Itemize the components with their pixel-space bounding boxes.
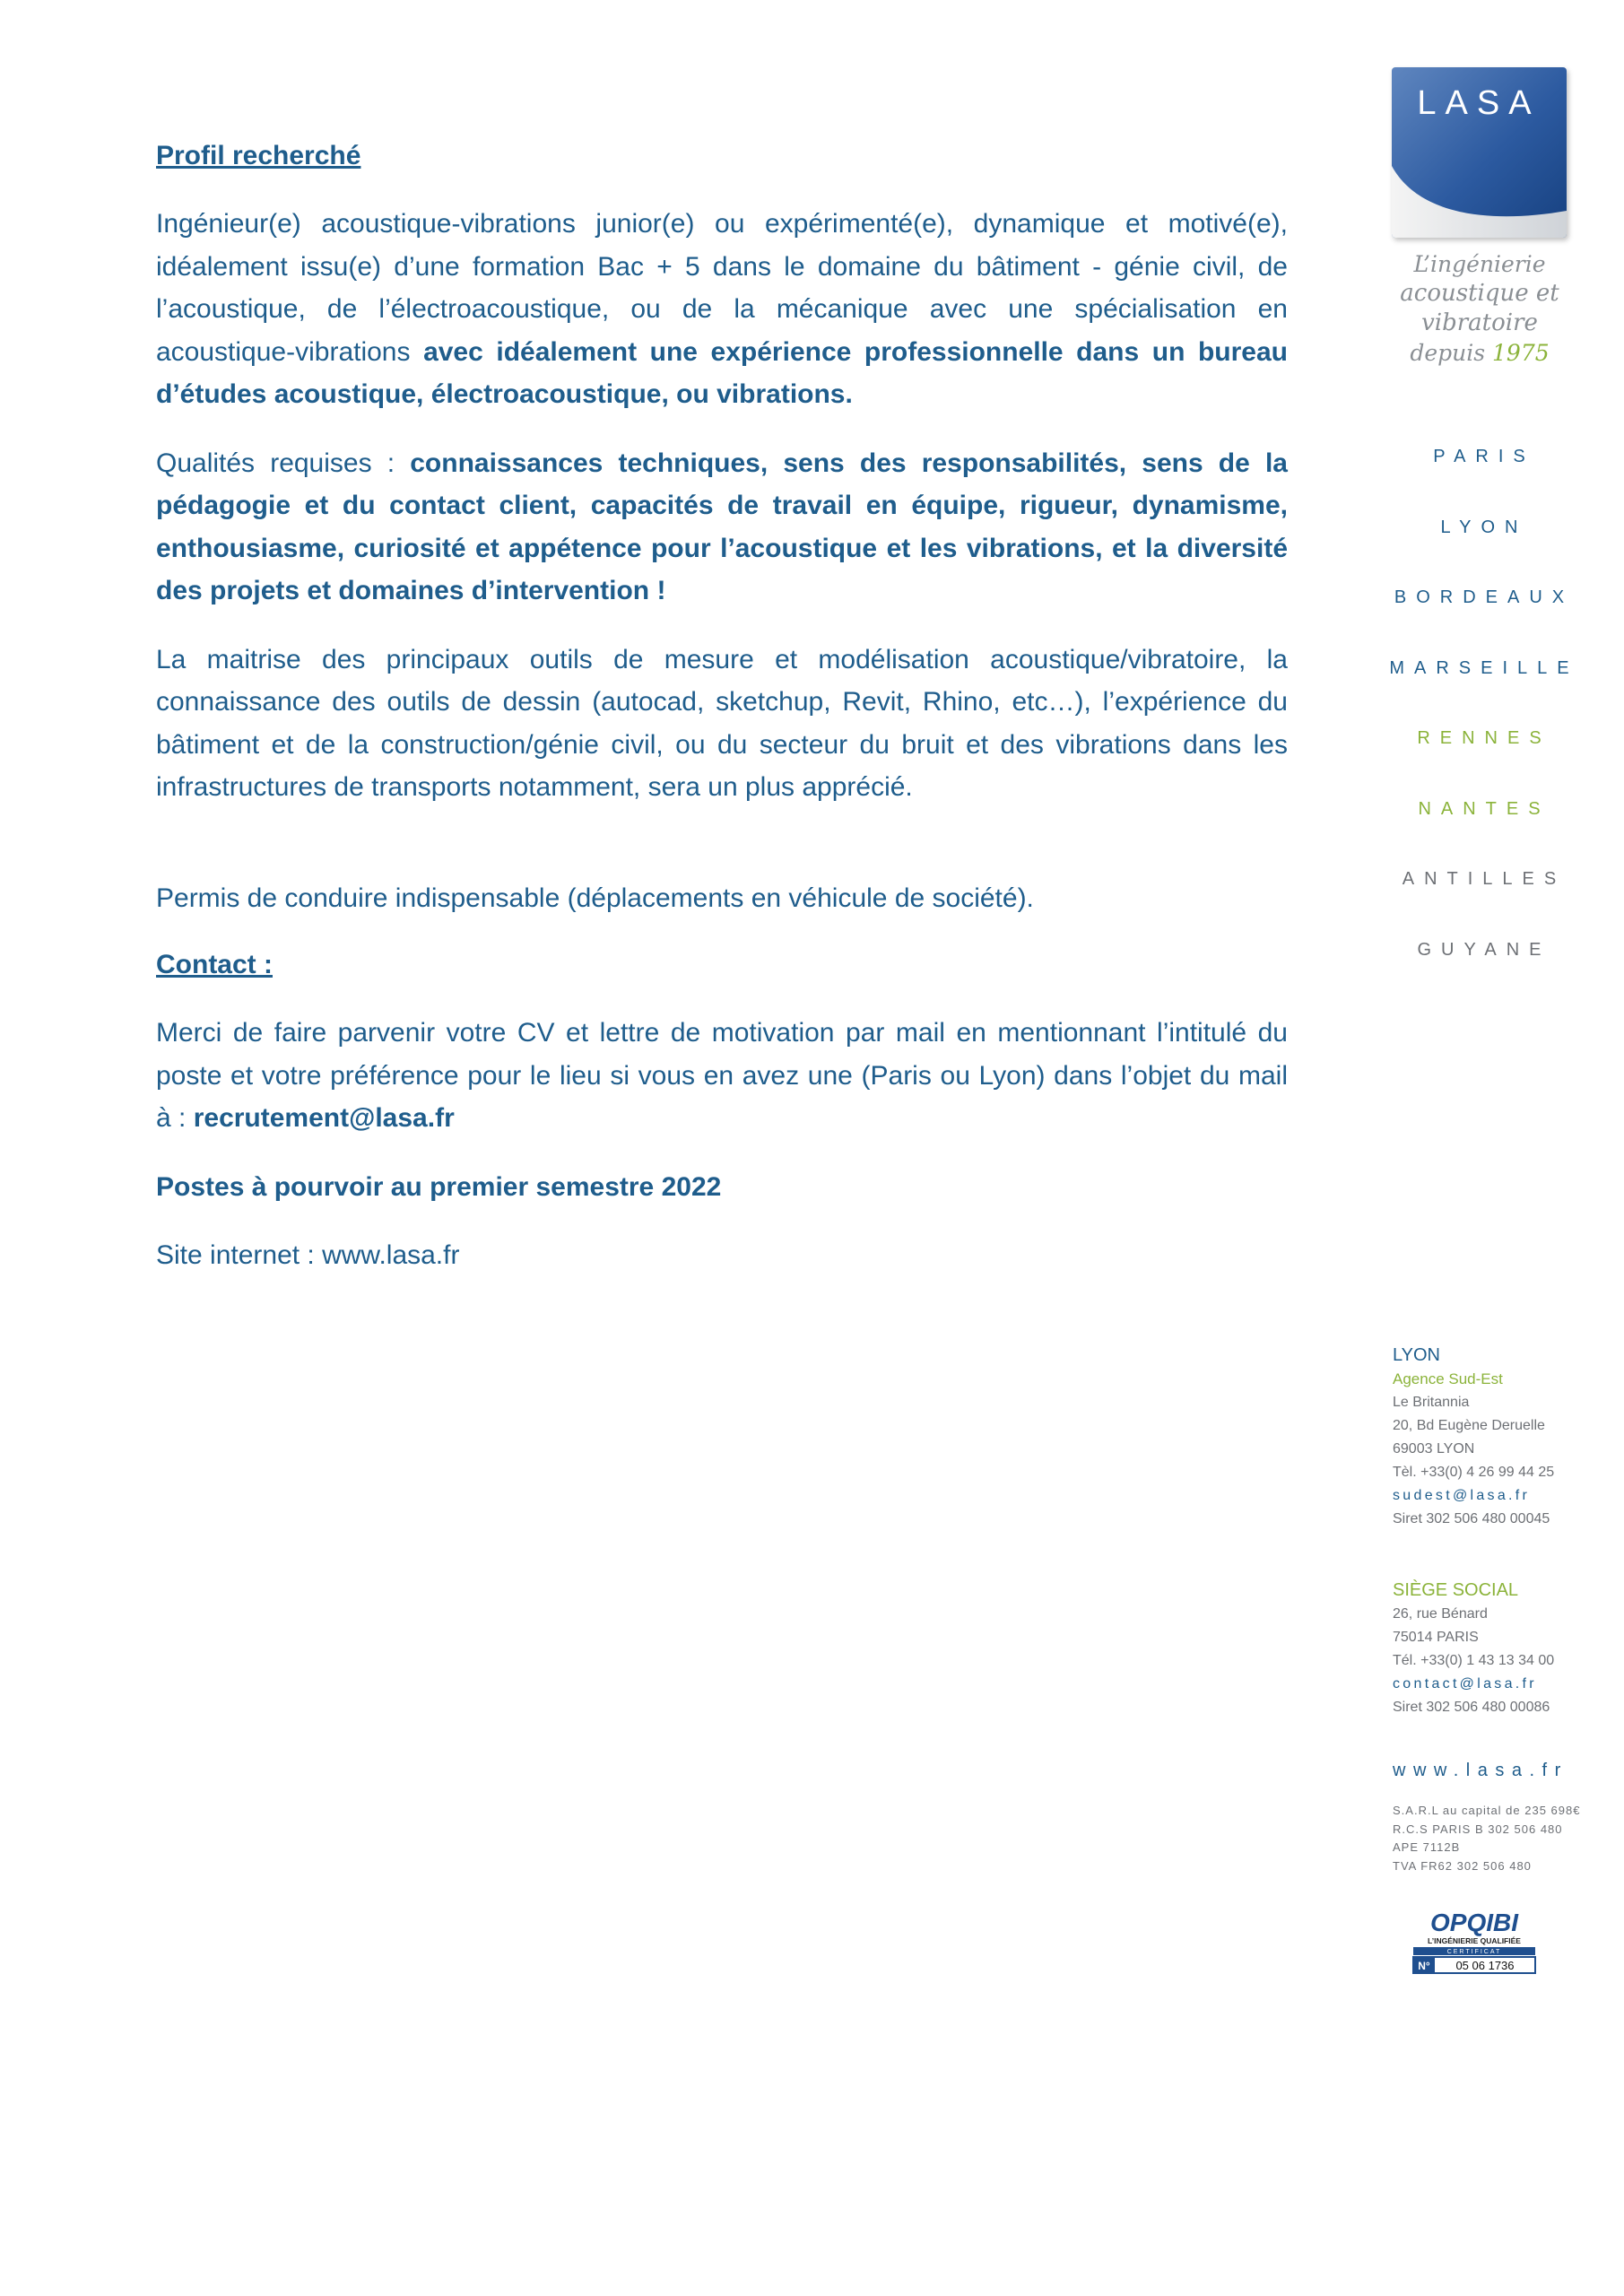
lyon-title: LYON <box>1393 1345 1440 1365</box>
logo-wordmark: LASA <box>1417 84 1541 122</box>
contact-paragraph <box>156 1012 1288 1140</box>
qualities-paragraph <box>156 442 1288 613</box>
legal-line-1: S.A.R.L au capital de 235 698€ <box>1393 1804 1581 1817</box>
profile-paragraph <box>156 203 1288 416</box>
qualities-text-bold: connaissances techniques, sens des responsabilités, sens de la pédagogie et du contact client, capacités de travail en équipe, rigueur, dynamisme, enthousiasme, curiosité et appétence pour l’acoustique et les vibrations, et la diversité des projets et domaines d’intervention ! <box>156 448 1288 605</box>
city-guyane: GUYANE <box>1417 939 1551 960</box>
city-marseille: MARSEILLE <box>1389 657 1579 678</box>
opqibi-certification-badge <box>1411 1908 1537 1979</box>
tagline-line-2: acoustique et vibratoire <box>1400 280 1559 336</box>
lyon-email-link[interactable]: sudest@lasa.fr <box>1393 1488 1531 1503</box>
tagline-year: 1975 <box>1492 340 1550 366</box>
city-rennes: RENNES <box>1417 728 1551 748</box>
profile-heading: Profil recherché <box>156 141 361 170</box>
lyon-line-3: 69003 LYON <box>1393 1441 1475 1457</box>
siege-email-link[interactable]: contact@lasa.fr <box>1393 1676 1537 1692</box>
city-nantes: NANTES <box>1418 798 1550 819</box>
city-lyon: LYON <box>1440 517 1528 537</box>
cert-number: 05 06 1736 <box>1455 1959 1515 1972</box>
website-text: Site internet : www.lasa.fr <box>156 1240 460 1270</box>
contact-email-link[interactable]: recrutement@lasa.fr <box>193 1103 455 1133</box>
contact-heading: Contact : <box>156 950 273 979</box>
license-paragraph: Permis de conduire indispensable (déplacements en véhicule de société). <box>156 883 1034 913</box>
lyon-line-2: 20, Bd Eugène Deruelle <box>1393 1418 1545 1433</box>
siege-siret: Siret 302 506 480 00086 <box>1393 1700 1550 1715</box>
cert-brand: OPQIBI <box>1429 1909 1519 1936</box>
legal-line-2: R.C.S PARIS B 302 506 480 <box>1393 1822 1563 1836</box>
main-content <box>156 136 1288 1277</box>
tagline-line-3 <box>1345 338 1614 368</box>
legal-info <box>1393 1802 1599 1875</box>
positions-text: Postes à pourvoir au premier semestre 2022 <box>156 1171 722 1202</box>
tagline-line-1: L’ingénierie <box>1413 251 1546 277</box>
siege-line-2: 75014 PARIS <box>1393 1630 1479 1645</box>
profile-text: Ingénieur(e) acoustique-vibrations junior(e) ou expérimenté(e), dynamique et motivé(e), idéalement issu(e) d’une formation Bac + 5 dans le domaine du bâtiment - génie civil, de l’acoustique, de l’électroacoustique, ou de la mécanique avec une spécialisation en acoustique-vibrations <box>156 209 1288 367</box>
siege-phone: Tél. +33(0) 1 43 13 34 00 <box>1393 1653 1555 1668</box>
legal-line-4: TVA FR62 302 506 480 <box>1393 1858 1532 1873</box>
cert-qualification-line: L’INGÉNIERIE QUALIFIÉE <box>1428 1936 1521 1945</box>
legal-line-3: APE 7112B <box>1393 1840 1461 1854</box>
city-list <box>1345 446 1623 1009</box>
cert-number-prefix: N° <box>1418 1960 1430 1972</box>
address-block <box>1393 1343 1599 1875</box>
city-paris: PARIS <box>1433 447 1535 466</box>
profile-text-bold: avec idéalement une expérience professionnelle dans un bureau d’études acoustique, électroacoustique, ou vibrations. <box>156 336 1288 409</box>
lyon-phone: Tèl. +33(0) 4 26 99 44 25 <box>1393 1465 1555 1480</box>
logo-square <box>1392 67 1567 238</box>
qualities-label: Qualités requises : <box>156 448 411 478</box>
city-bordeaux: BORDEAUX <box>1394 587 1575 607</box>
cert-label: CERTIFICAT <box>1446 1949 1502 1955</box>
logo-tagline <box>1345 249 1614 368</box>
tools-paragraph: La maitrise des principaux outils de mesure et modélisation acoustique/vibratoire, la connaissance des outils de dessin (autocad, sketchup, Revit, Rhino, etc…), l’expérience du bâtiment et de la construction/génie civil, ou du secteur du bruit et des vibrations dans les infrastructures de transports notamment, sera un plus apprécié. <box>156 644 1288 802</box>
lyon-line-1: Le Britannia <box>1393 1395 1470 1410</box>
lasa-logo <box>1392 67 1567 238</box>
tagline-prefix: depuis <box>1410 340 1493 366</box>
website-link[interactable]: www.lasa.fr <box>1393 1761 1568 1780</box>
lyon-siret: Siret 302 506 480 00045 <box>1393 1511 1550 1526</box>
siege-title: SIÈGE SOCIAL <box>1393 1580 1519 1600</box>
city-antilles: ANTILLES <box>1402 869 1567 889</box>
lyon-subtitle: Agence Sud-Est <box>1393 1370 1503 1387</box>
contact-text: Merci de faire parvenir votre CV et lettre de motivation par mail en mentionnant l’intitulé du poste et votre préférence pour le lieu si vous en avez une (Paris ou Lyon) dans l’objet du mail à : <box>156 1018 1288 1133</box>
siege-line-1: 26, rue Bénard <box>1393 1606 1488 1622</box>
